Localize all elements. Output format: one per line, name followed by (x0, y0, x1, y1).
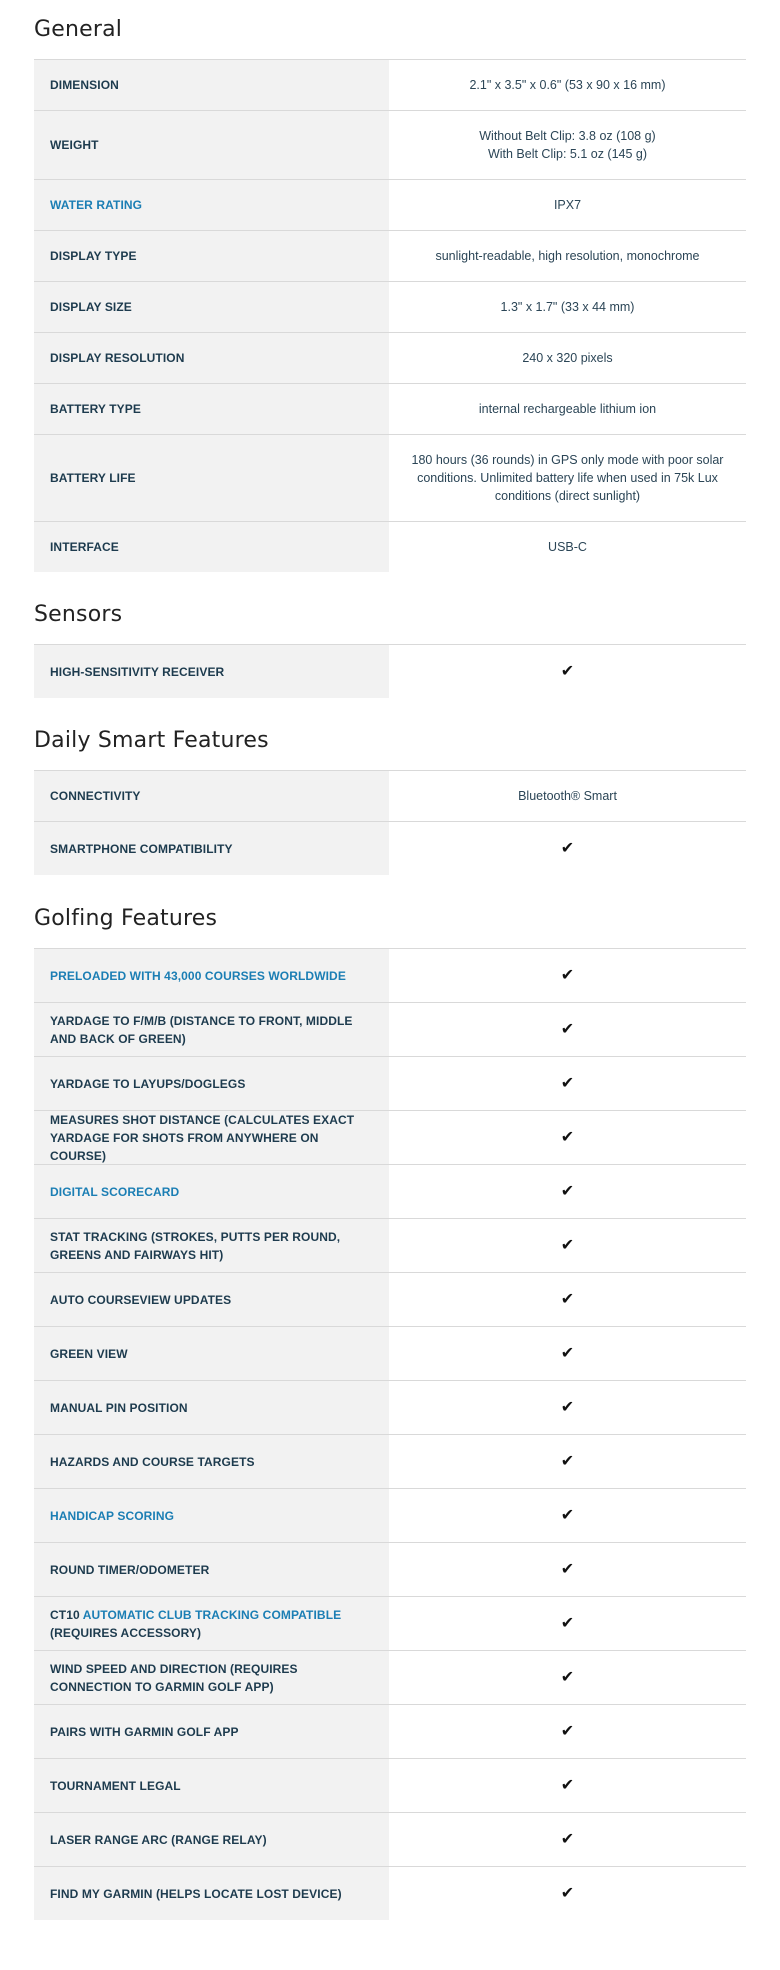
table-row (34, 1759, 746, 1813)
checkmark-icon: ✔ (560, 1074, 575, 1092)
table-row (34, 1003, 746, 1057)
table-row (34, 1111, 746, 1165)
checkmark-icon: ✔ (560, 1182, 575, 1200)
table-row (34, 333, 746, 384)
spec-label: INTERFACE (34, 522, 389, 572)
checkmark-icon: ✔ (560, 1560, 575, 1578)
checkmark-icon: ✔ (560, 1722, 575, 1740)
table-row (34, 1867, 746, 1920)
checkmark-icon: ✔ (560, 1128, 575, 1146)
spec-value: internal rechargeable lithium ion (478, 402, 657, 416)
spec-label: BATTERY TYPE (34, 384, 389, 434)
table-row (34, 1327, 746, 1381)
checkmark-icon: ✔ (560, 1290, 575, 1308)
table-row (34, 231, 746, 282)
spec-label: DISPLAY RESOLUTION (34, 333, 389, 383)
spec-table-golfing (34, 948, 746, 1920)
spec-label: SMARTPHONE COMPATIBILITY (34, 822, 389, 875)
spec-value: 240 x 320 pixels (522, 351, 613, 365)
label-prefix: CT10 (50, 1607, 83, 1622)
section-title-daily-smart: Daily Smart Features (34, 728, 269, 753)
table-row (34, 822, 746, 875)
spec-label: YARDAGE TO LAYUPS/DOGLEGS (34, 1057, 389, 1110)
spec-label: LASER RANGE ARC (RANGE RELAY) (34, 1813, 389, 1866)
table-row (34, 949, 746, 1003)
table-row (34, 1435, 746, 1489)
table-row (34, 1273, 746, 1327)
table-row (34, 771, 746, 822)
spec-table-daily-smart (34, 770, 746, 875)
table-row (34, 1651, 746, 1705)
spec-label: MEASURES SHOT DISTANCE (CALCULATES EXACT YARDAGE FOR SHOTS FROM ANYWHERE ON COURSE) (34, 1111, 389, 1164)
checkmark-icon: ✔ (560, 1236, 575, 1254)
spec-label: AUTO COURSEVIEW UPDATES (34, 1273, 389, 1326)
table-row (34, 645, 746, 698)
checkmark-icon: ✔ (560, 839, 575, 857)
spec-label: HAZARDS AND COURSE TARGETS (34, 1435, 389, 1488)
spec-value: 2.1" x 3.5" x 0.6" (53 x 90 x 16 mm) (469, 78, 666, 92)
checkmark-icon: ✔ (560, 1020, 575, 1038)
label-suffix: (REQUIRES ACCESSORY) (50, 1625, 202, 1640)
table-row (34, 1705, 746, 1759)
table-row (34, 1597, 746, 1651)
checkmark-icon: ✔ (560, 1614, 575, 1632)
spec-label: TOURNAMENT LEGAL (34, 1759, 389, 1812)
spec-value: 1.3" x 1.7" (33 x 44 mm) (500, 300, 635, 314)
club-tracking-link[interactable]: AUTOMATIC CLUB TRACKING COMPATIBLE (82, 1607, 342, 1622)
spec-label: WIND SPEED AND DIRECTION (REQUIRES CONNECTION TO GARMIN GOLF APP) (34, 1651, 389, 1704)
spec-label: ROUND TIMER/ODOMETER (34, 1543, 389, 1596)
spec-label: YARDAGE TO F/M/B (DISTANCE TO FRONT, MIDDLE AND BACK OF GREEN) (34, 1003, 389, 1056)
table-row (34, 180, 746, 231)
spec-table-general (34, 59, 746, 572)
checkmark-icon: ✔ (560, 1506, 575, 1524)
checkmark-icon: ✔ (560, 966, 575, 984)
spec-label: WEIGHT (34, 111, 389, 179)
preloaded-courses-link[interactable]: PRELOADED WITH 43,000 COURSES WORLDWIDE (34, 949, 389, 1002)
checkmark-icon: ✔ (560, 1344, 575, 1362)
checkmark-icon: ✔ (560, 1668, 575, 1686)
spec-value: USB-C (548, 540, 587, 554)
spec-value: Bluetooth® Smart (518, 789, 617, 803)
table-row (34, 1813, 746, 1867)
spec-label: STAT TRACKING (STROKES, PUTTS PER ROUND, GREENS AND FAIRWAYS HIT) (34, 1219, 389, 1272)
checkmark-icon: ✔ (560, 1884, 575, 1902)
spec-label: MANUAL PIN POSITION (34, 1381, 389, 1434)
table-row (34, 1165, 746, 1219)
spec-table-sensors (34, 644, 746, 698)
spec-label: BATTERY LIFE (34, 435, 389, 521)
spec-label: HIGH-SENSITIVITY RECEIVER (34, 645, 389, 698)
table-row (34, 1543, 746, 1597)
table-row (34, 1489, 746, 1543)
spec-label: DISPLAY TYPE (34, 231, 389, 281)
spec-value: Without Belt Clip: 3.8 oz (108 g) With Belt Clip: 5.1 oz (145 g) (479, 129, 656, 161)
digital-scorecard-link[interactable]: DIGITAL SCORECARD (34, 1165, 389, 1218)
spec-value: sunlight-readable, high resolution, monochrome (435, 249, 700, 263)
spec-label: CONNECTIVITY (34, 771, 389, 821)
table-row (34, 111, 746, 180)
table-row (34, 282, 746, 333)
table-row (34, 1057, 746, 1111)
spec-value: IPX7 (553, 198, 582, 212)
spec-value: 180 hours (36 rounds) in GPS only mode with poor solar conditions. Unlimited battery life when used in 75k Lux conditions (direct sunlight) (411, 453, 724, 503)
table-row (34, 1381, 746, 1435)
table-row (34, 60, 746, 111)
section-title-general: General (34, 17, 123, 42)
checkmark-icon: ✔ (560, 1452, 575, 1470)
section-title-sensors: Sensors (34, 602, 123, 627)
handicap-scoring-link[interactable]: HANDICAP SCORING (34, 1489, 389, 1542)
spec-label: FIND MY GARMIN (HELPS LOCATE LOST DEVICE) (34, 1867, 389, 1920)
checkmark-icon: ✔ (560, 662, 575, 680)
checkmark-icon: ✔ (560, 1398, 575, 1416)
table-row (34, 384, 746, 435)
section-title-golfing: Golfing Features (34, 906, 218, 931)
spec-label: PAIRS WITH GARMIN GOLF APP (34, 1705, 389, 1758)
table-row (34, 435, 746, 522)
spec-label (34, 1597, 389, 1650)
table-row (34, 1219, 746, 1273)
spec-label: GREEN VIEW (34, 1327, 389, 1380)
water-rating-link[interactable]: WATER RATING (34, 180, 389, 230)
checkmark-icon: ✔ (560, 1830, 575, 1848)
table-row (34, 522, 746, 572)
spec-label: DISPLAY SIZE (34, 282, 389, 332)
checkmark-icon: ✔ (560, 1776, 575, 1794)
spec-label: DIMENSION (34, 60, 389, 110)
